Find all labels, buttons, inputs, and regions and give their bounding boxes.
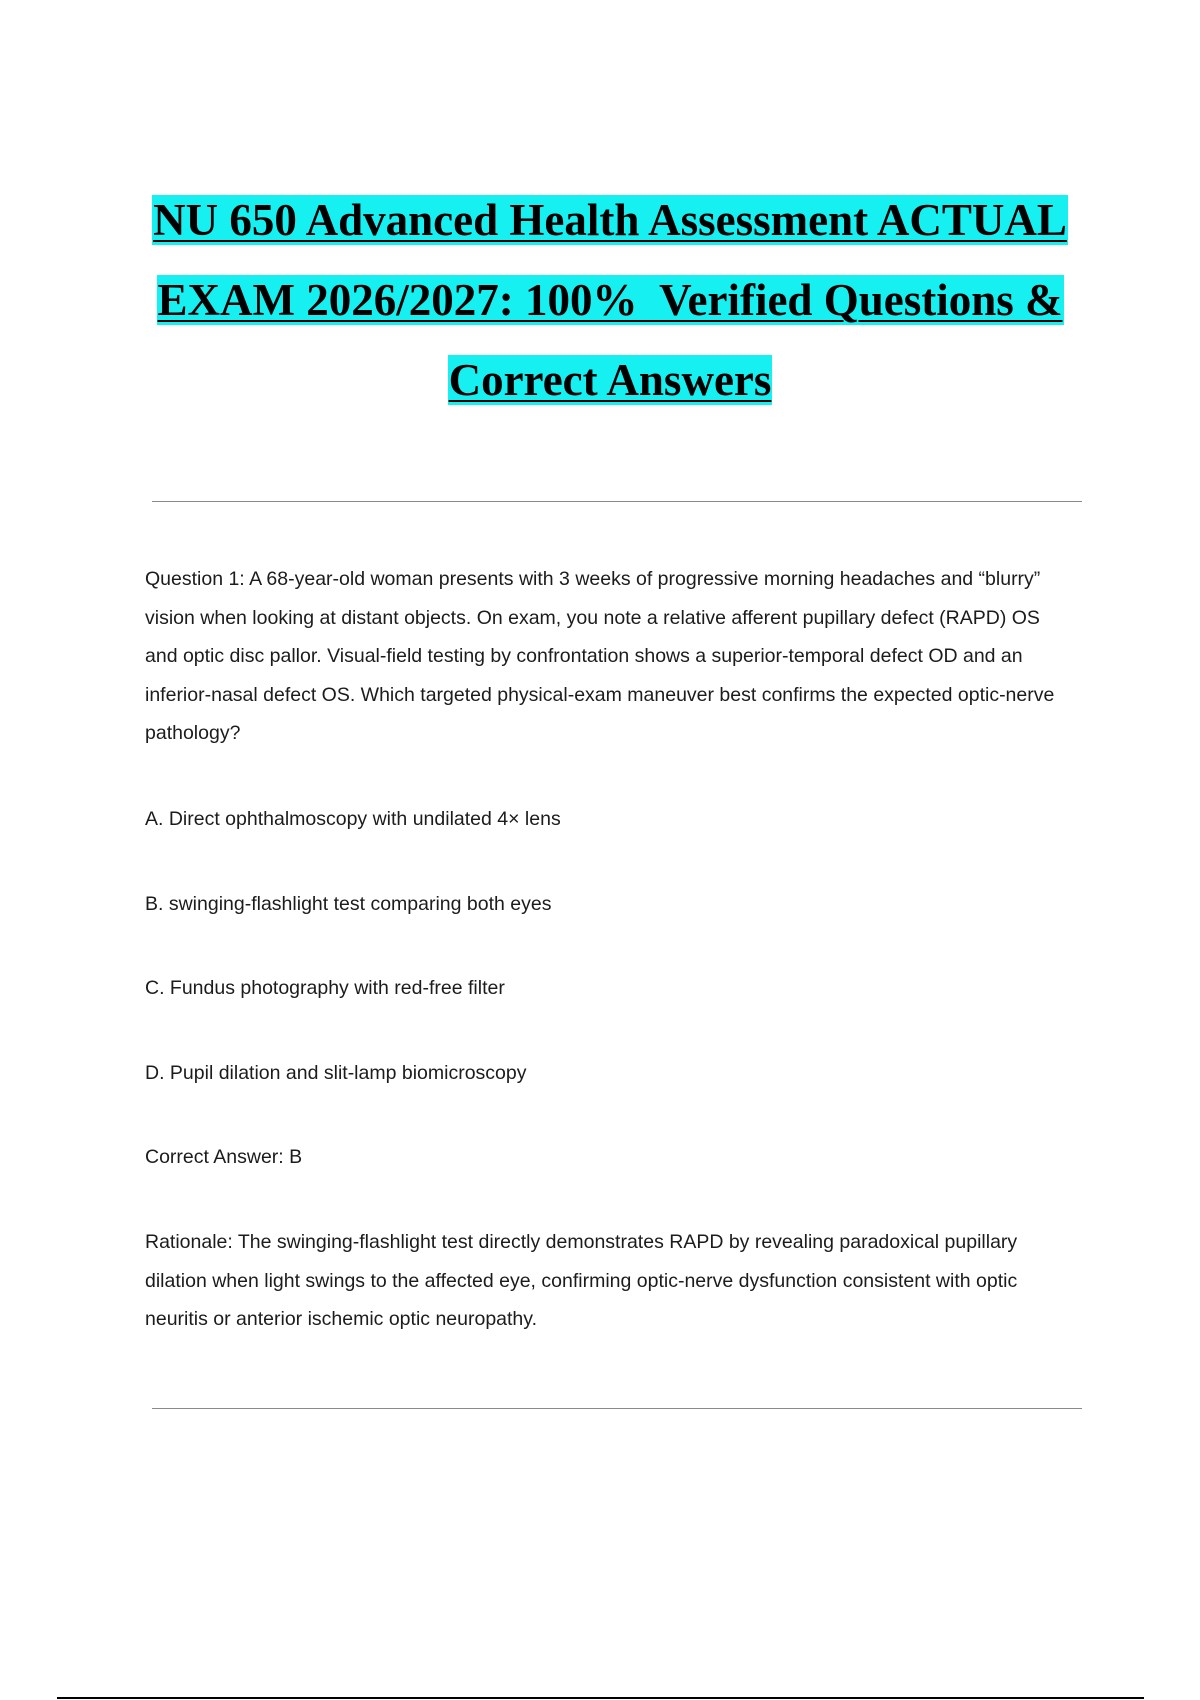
correct-answer: Correct Answer: B: [145, 1146, 303, 1168]
rationale-text: Rationale: The swinging-flashlight test directly demonstrates RAPD by revealing paradoxical pupillary dilation when light swings to the affected eye, confirming optic-nerve dysfunction consistent with optic neuritis or anterior ischemic optic neuropathy.: [145, 1231, 1018, 1330]
title-line-1: NU 650 Advanced Health Assessment ACTUAL: [153, 195, 1067, 245]
title-line-3: Correct Answers: [448, 355, 772, 405]
answer-option-c: C. Fundus photography with red-free filter: [145, 977, 505, 999]
document-title: [140, 180, 1080, 420]
divider-bottom: [152, 1408, 1082, 1409]
answer-option-d: D. Pupil dilation and slit-lamp biomicroscopy: [145, 1062, 527, 1084]
question-text: Question 1: A 68-year-old woman presents with 3 weeks of progressive morning headaches and “blurry” vision when looking at distant objects. On exam, you note a relative afferent pupillary defect (RAPD) OS and optic disc pallor. Visual-field testing by confrontation shows a superior-temporal defect OD and an inferior-nasal defect OS. Which targeted physical-exam maneuver best confirms the expected optic-nerve pathology?: [145, 568, 1055, 744]
answer-option-a: A. Direct ophthalmoscopy with undilated 4× lens: [145, 808, 561, 830]
divider-top: [152, 501, 1082, 502]
page-footer-rule: [57, 1697, 1144, 1699]
answer-option-b: B. swinging-flashlight test comparing both eyes: [145, 893, 552, 915]
title-line-2: EXAM 2026/2027: 100% Verified Questions &: [157, 275, 1063, 325]
